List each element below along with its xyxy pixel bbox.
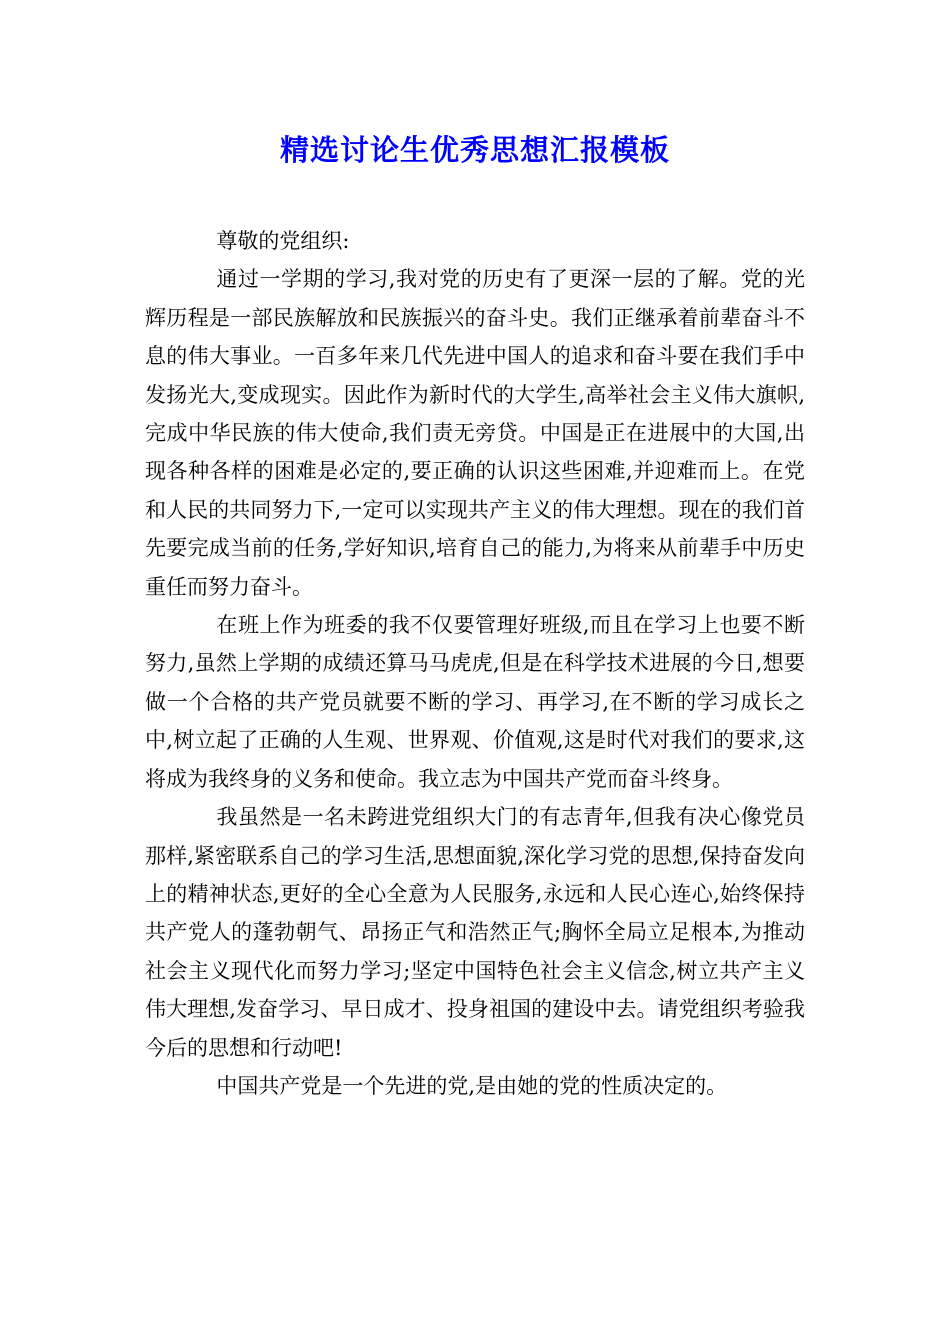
paragraph-2: 在班上作为班委的我不仅要管理好班级,而且在学习上也要不断努力,虽然上学期的成绩还算马马虎虎,但是在科学技术进展的今日,想要做一个合格的共产党员就要不断的学习、再学习,在不断的学习成长之中,树立起了正确的人生观、世界观、价值观,这是时代对我们的要求,这将成为我终身的义务和使命。我立志为中国共产党而奋斗终身。 bbox=[145, 613, 805, 791]
document-body bbox=[145, 222, 805, 1105]
paragraph-3: 我虽然是一名未跨进党组织大门的有志青年,但我有决心像党员那样,紧密联系自己的学习生活,思想面貌,深化学习党的思想,保持奋发向上的精神状态,更好的全心全意为人民服务,永远和人民心连心,始终保持共产党人的蓬勃朝气、昂扬正气和浩然正气;胸怀全局立足根本,为推动社会主义现代化而努力学习;坚定中国特色社会主义信念,树立共产主义伟大理想,发奋学习、早日成才、投身祖国的建设中去。请党组织考验我今后的思想和行动吧! bbox=[145, 805, 805, 1060]
paragraph-4: 中国共产党是一个先进的党,是由她的党的性质决定的。 bbox=[216, 1073, 728, 1098]
document-title: 精选讨论生优秀思想汇报模板 bbox=[279, 133, 670, 167]
salutation: 尊敬的党组织: bbox=[216, 229, 350, 253]
paragraph-1: 通过一学期的学习,我对党的历史有了更深一层的了解。党的光辉历程是一部民族解放和民族振兴的奋斗史。我们正继承着前辈奋斗不息的伟大事业。一百多年来几代先进中国人的追求和奋斗要在我们手中发扬光大,变成现实。因此作为新时代的大学生,高举社会主义伟大旗帜,完成中华民族的伟大使命,我们责无旁贷。中国是正在进展中的大国,出现各种各样的困难是必定的,要正确的认识这些困难,并迎难而上。在党和人民的共同努力下,一定可以实现共产主义的伟大理想。现在的我们首先要完成当前的任务,学好知识,培育自己的能力,为将来从前辈手中历史重任而努力奋斗。 bbox=[145, 267, 805, 599]
